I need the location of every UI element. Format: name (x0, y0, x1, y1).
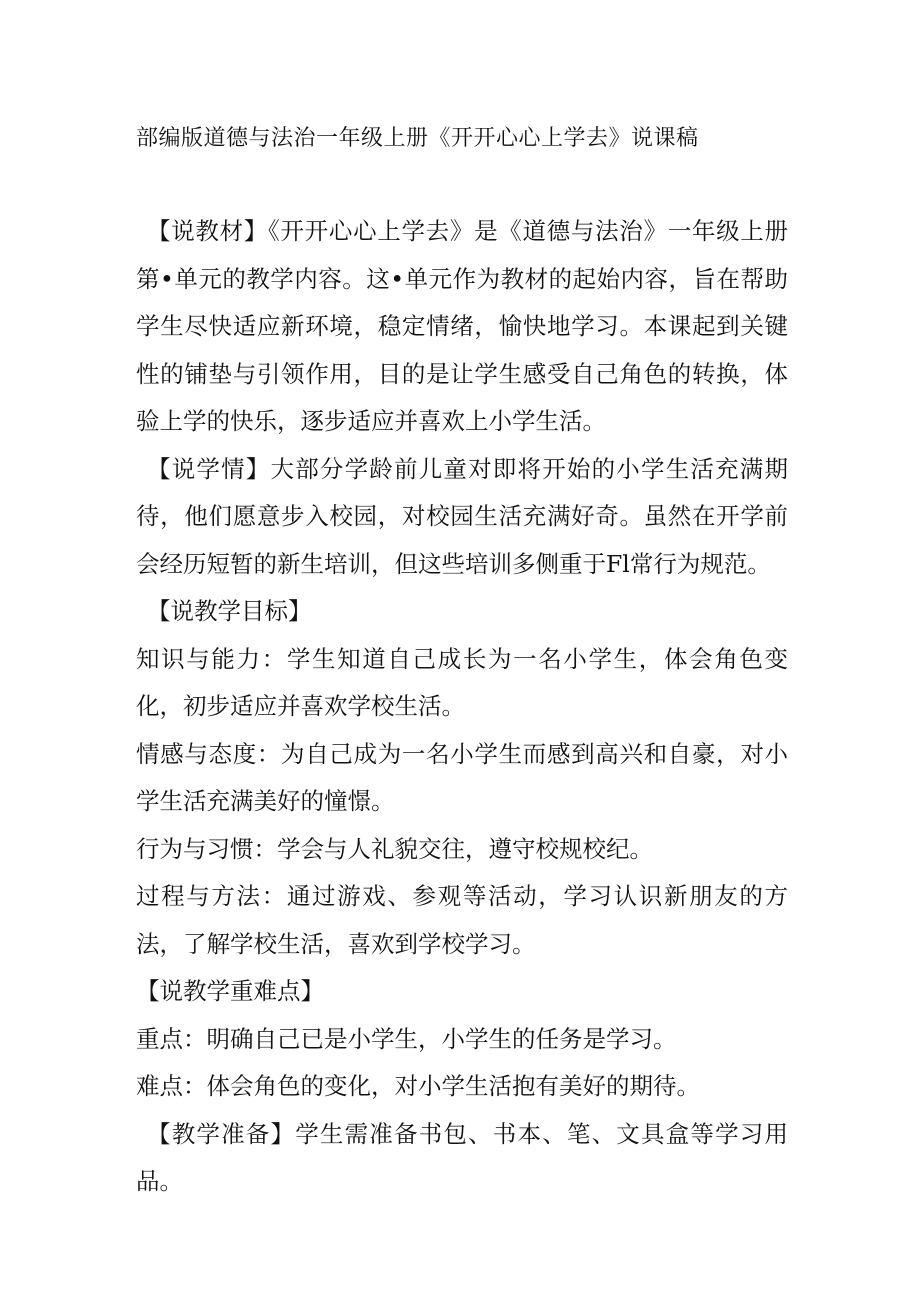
goal-behavior-habit: 行为与习惯：学会与人礼貌交往，遵守校规校纪。 (136, 834, 653, 863)
difficult-point: 难点：体会角色的变化，对小学生活抱有美好的期待。 (136, 1072, 700, 1100)
goal-knowledge-ability: 知识与能力：学生知道自己成长为一名小学生，体会角色变化，初步适应并喜欢学校生活。 (136, 644, 788, 720)
document-title: 部编版道德与法治一年级上册《开开心心上学去》说课稿 (136, 126, 699, 151)
section-key-difficult-points-heading: 【说教学重难点】 (136, 977, 324, 1005)
key-point: 重点：明确自己已是小学生，小学生的任务是学习。 (136, 1024, 677, 1053)
document-body (136, 208, 788, 1206)
section-student-analysis-paragraph: 【说学情】大部分学龄前儿童对即将开始的小学生活充满期待，他们愿意步入校园，对校园生活充满好奇。虽然在开学前会经历短暂的新生培训，但这些培训多侧重于Fl常行为规范。 (136, 454, 788, 578)
section-textbook-paragraph: 【说教材】《开开心心上学去》是《道德与法治》一年级上册第•单元的教学内容。这•单元作为教材的起始内容，旨在帮助学生尽快适应新环境，稳定情绪，愉快地学习。本课起到关键性的铺垫与引领作用，目的是让学生感受自己角色的转换，体验上学的快乐，逐步适应并喜欢上小学生活。 (136, 217, 788, 435)
goal-process-method: 过程与方法：通过游戏、参观等活动，学习认识新朋友的方法，了解学校生活，喜欢到学校学习。 (136, 882, 788, 958)
goal-emotion-attitude: 情感与态度：为自己成为一名小学生而感到高兴和自豪，对小学生活充满美好的憧憬。 (136, 739, 788, 815)
section-teaching-preparation-paragraph: 【教学准备】学生需准备书包、书本、笔、文具盒等学习用品。 (136, 1119, 788, 1195)
section-teaching-goals-heading: 【说教学目标】 (147, 597, 312, 625)
